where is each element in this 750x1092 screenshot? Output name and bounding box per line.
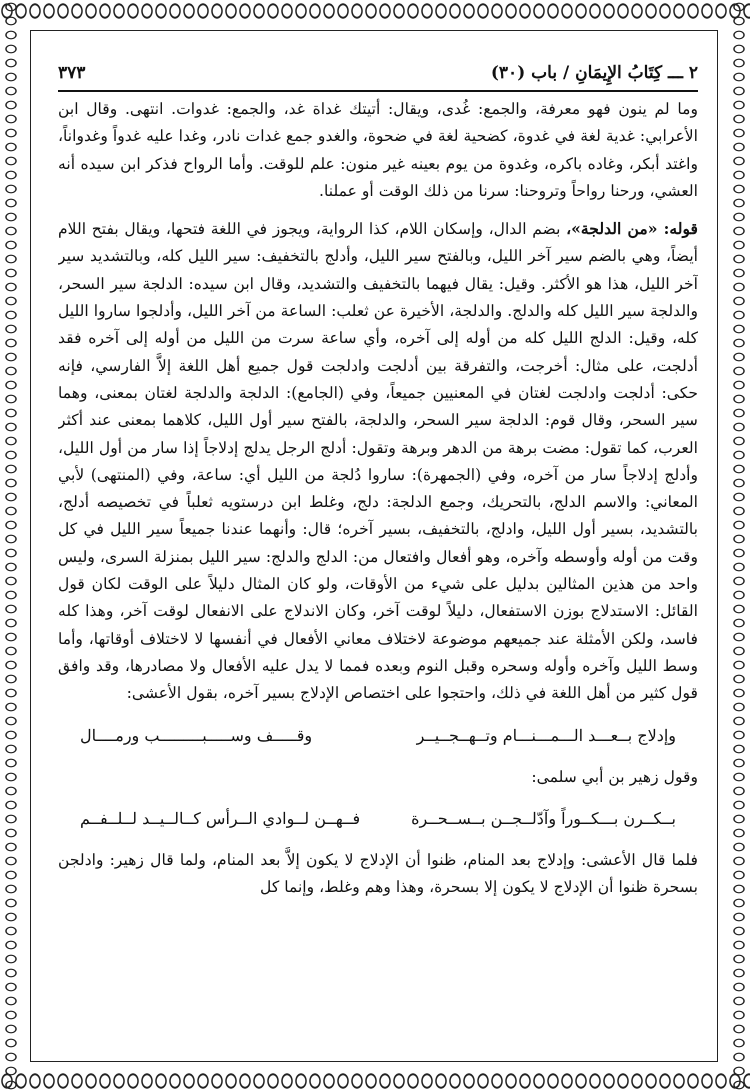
text-line: قال زهير: وادلجن بسحرة ظنوا أن الإدلاج لا يكون إلا بسحرة، وهذا وهم وغلط، وإنما كل xyxy=(58,850,698,897)
closing-paragraph xyxy=(58,847,698,902)
paragraph-1 xyxy=(58,96,698,205)
ornamental-border-top xyxy=(0,0,750,22)
text-line: الاستدلاج بوزن الاستفعال، دليلاً لوقت آخر، وكان الاندلاج على الانفعال لوقت آخر، وهذا xyxy=(85,602,649,621)
header-rule xyxy=(58,90,698,92)
ornamental-border-right xyxy=(728,0,750,1092)
text-line: وهما سير السحر، وقال قوم: الدلجة سير السحر، والدلجة، بالفتح سير أول الليل، كلاهما xyxy=(58,383,698,430)
text-line: وقال ابن الأعرابي: غدية لغة في غدوة، كضحية لغة في ضحوة، والغدو جمع غدات نادر، xyxy=(58,100,698,146)
text-line: بالتخفيف، بسير آخره؛ قال: وأنهما عندنا جميعاً سير الليل في كل وقت من أوله وأوسطه xyxy=(58,520,698,566)
verse-intro-zuhayr: وقول زهير بن أبي سلمى: xyxy=(531,767,698,786)
verse-first-hemistich: وإدلاج بــعـــد الـــمـــنـــام وتــهــجــيــر xyxy=(416,725,676,745)
text-line: كله فاسد، ولكن الأمثلة عند جميعهم موضوعة لاختلاف معاني الأفعال في أنفسها لا xyxy=(58,602,698,648)
page-body xyxy=(58,96,698,1064)
text-line: والتشديد، وقال ابن سيده: الدلجة سير السحر، والدلجة سير الليل كله والدلج. والدلجة، xyxy=(58,274,698,321)
text-line: عملنا. xyxy=(319,181,357,200)
text-line: وغدا عليه غدواً وغدواناً، واغتد أبكر، وغاده باكره، وغدوة من يوم بعينه غير منون: علم xyxy=(58,127,698,173)
verse-second-hemistich: وقـــــف وســـــبـــــــــب ورمــــال xyxy=(80,725,313,745)
text-line: دلج، وغلط ابن درستويه ثعلباً في تخصيصه أدلج، بالتشديد، بسير أول الليل، وادلج، xyxy=(58,493,698,539)
text-line: الأفعال ولا مصادرها، وقد وافق قول كثير من أهل اللغة في ذلك، واحتجوا على اختصاص xyxy=(58,656,698,703)
running-header xyxy=(58,58,698,88)
text-line: للوقت. وأما الرواح فذكر ابن سيده أنه العشي، ورحنا رواحاً وتروحنا: سرنا من ذلك الوقت أو xyxy=(58,154,698,200)
page-number: ٣٧٣ xyxy=(58,63,86,83)
verse-first-hemistich: بــكــرن بـــكــوراً وآدّلــجــن بــســحــرة xyxy=(411,808,676,828)
verse-zuhayr xyxy=(58,799,698,839)
text-line: من أوله إلى آخره، وأي ساعة سرت من الليل من أوله إلى آخره فقد أدلجت، على مثال: xyxy=(58,329,698,375)
text-line: أدلجت وادلجت لغتان في المعنيين جميعاً، وفي (الجامع): الدلجة والدلجة لغتان بمعنى، xyxy=(94,383,655,402)
text-line: بضم الدال، وإسكان اللام، كذا الرواية، ويجوز في اللغة فتحها، xyxy=(165,220,567,239)
text-line: وما لم ينون فهو معرفة، والجمع: غُدى، ويقال: أتيتك غداة غد، والجمع: غدوات. انتهى. xyxy=(124,100,698,118)
verse-al-asha xyxy=(58,716,698,756)
text-line: أخرجت، والتفرقة بين أدلجت وادلجت قول جميع أهل اللغة إلاَّ الفارسي، فإنه حكى: xyxy=(58,356,698,402)
text-line: فلما قال الأعشى: وإدلاج بعد المنام، ظنوا أن الإدلاج لا يكون إلاَّ بعد المنام، ولما xyxy=(179,850,698,869)
text-line: إدلاجاً إذا سار من أول الليل، وأدلج إدلاجاً سار من آخره، وفي (الجمهرة): ساروا دُلجة من xyxy=(58,438,698,484)
text-line: لاختلاف أوقاتها، وأما وسط الليل وآخره وأوله وسحره وقبل النوم وبعده فمما لا يدل عليه xyxy=(58,629,698,675)
verse-second-hemistich: فــهــن لــوادي الــرأس كــالــيــد لــلــفــم xyxy=(80,808,361,828)
ornamental-border-bottom xyxy=(0,1070,750,1092)
text-line: الإدلاج بسير آخره، بقول الأعشى: xyxy=(126,684,340,703)
running-title: ٢ ـــ كِتَابُ الإِيمَانِ / باب (٣٠) xyxy=(490,63,698,83)
text-line: المثالين بدليل على شيء من الأوقات، ولو كان المثال دليلاً على الوقت لكان قول القائل: xyxy=(58,575,698,621)
text-line: الأخيرة عن ثعلب: الساعة من آخر الليل، وأدلجوا ساروا الليل كله، وقيل: الدلج الليل كله xyxy=(58,302,698,348)
text-line: بمعنى عند أكثر العرب، كما تقول: مضت برهة من الدهر وبرهة وتقول: أدلج الرجل يدلج xyxy=(58,411,698,457)
text-line: سير الليل كله، وبالتشديد سير آخر الليل، هذا هو الأكثر. وقيل: يقال فيهما بالتخفيف xyxy=(58,247,698,293)
lemma-heading: قوله: «من الدلجة»، xyxy=(566,219,698,239)
text-line: وآخره، وهو أفعال وافتعال من: الدلج والدلج: سير الليل بمنزلة السرى، وليس واحد من هذين xyxy=(58,547,698,594)
text-line: ويقال بفتح اللام أيضاً، وهي بالضم سير آخر الليل، وبالفتح سير الليل، وأدلج بالتخفيف: xyxy=(58,220,698,266)
text-line: الليل أي: ساعة، وفي (المنتهى) لأبي المعاني: والاسم الدلج، بالتحريك، وجمع الدلجة: xyxy=(58,465,698,512)
paragraph-2 xyxy=(58,215,698,707)
ornamental-border-left xyxy=(0,0,22,1092)
